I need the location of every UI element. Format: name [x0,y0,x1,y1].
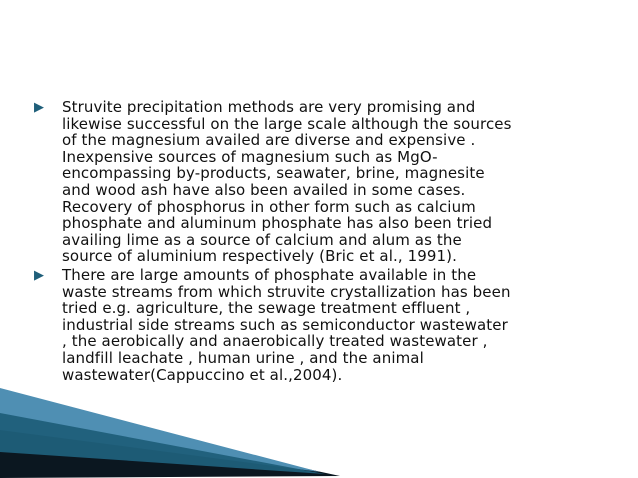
bullet-text: There are large amounts of phosphate available in the waste streams from which struvite crystallization has been tried e.g. agriculture, the sewage treatment effluent , industrial side streams such as semiconductor wastewater , the aerobically and anaerobically treated wastewater , landfill leachate , human urine , and the animal wastewater(Cappuccino et al.,2004). [62,265,511,384]
decorative-swoosh [0,388,638,478]
bullet-list [34,99,614,385]
bullet-arrow-icon: ▶ [34,267,44,283]
bullet-arrow-icon: ▶ [34,100,44,115]
bullet-text: Struvite precipitation methods are very promising and likewise successful on the large scale although the sources of the magnesium availed are diverse and expensive . Inexpensive sources of magnesium such as MgO- encompassing by-products, seawater, brine, magnesite and wood ash have also been availed in some cases. Recovery of phosphorus in other form such as calcium phosphate and aluminum phosphate has also been tried availing lime as a source of calcium and alum as the source of aluminium respectively (Bric et al., 1991). [62,98,512,266]
bullet-item [34,267,614,383]
bullet-item [34,99,614,265]
